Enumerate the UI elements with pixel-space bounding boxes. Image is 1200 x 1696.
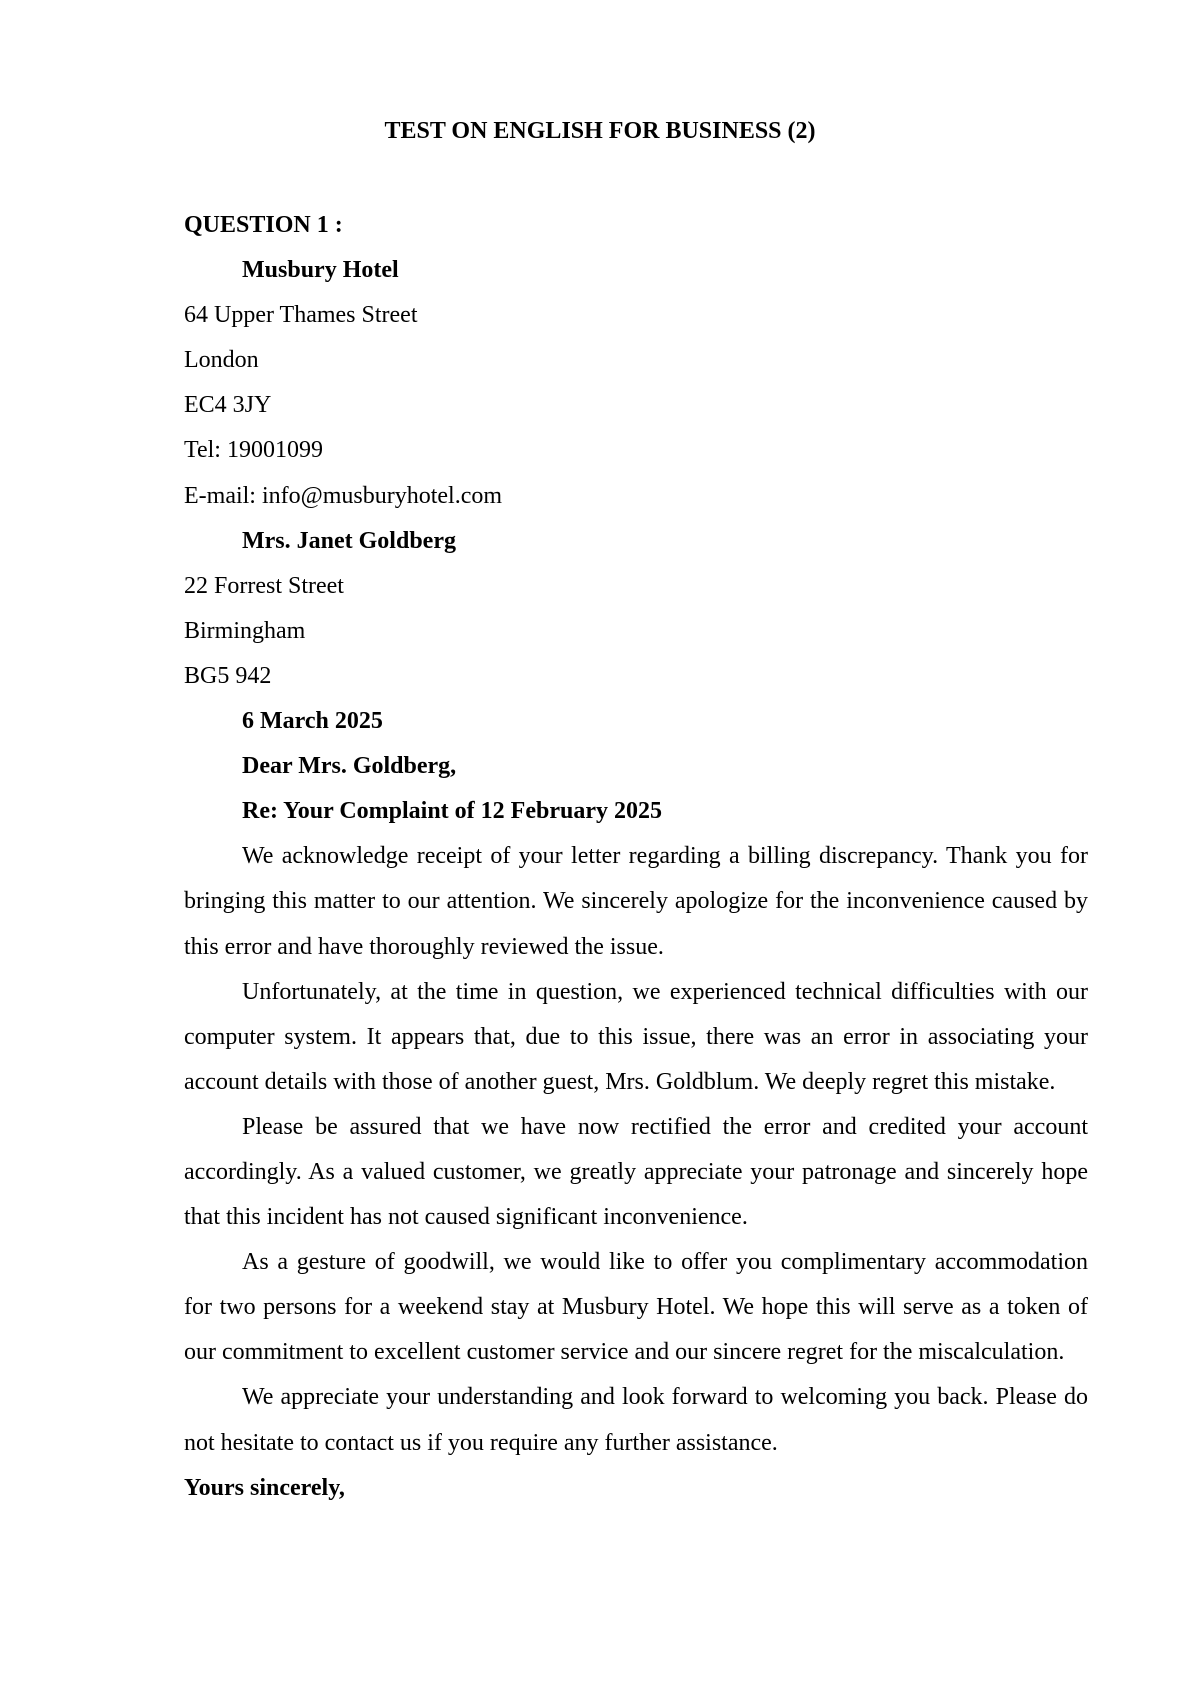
recipient-postcode: BG5 942: [184, 662, 272, 689]
body-paragraph: We acknowledge receipt of your letter regarding a billing discrepancy. Thank you for bringing this matter to our attention. We sincerely apologize for the inconvenience caused by this error and have thoroughly reviewed the issue.: [184, 843, 1088, 960]
question-label: QUESTION 1 :: [184, 212, 343, 238]
recipient-street: 22 Forrest Street: [184, 572, 344, 599]
salutation: Dear Mrs. Goldberg,: [242, 753, 457, 780]
body-paragraph: Please be assured that we have now rectified the error and credited your account accordingly. As a valued customer, we greatly appreciate your patronage and sincerely hope that this incident has not caused significant inconvenience.: [184, 1113, 1088, 1231]
recipient-city: Birmingham: [184, 617, 306, 644]
recipient-name: Mrs. Janet Goldberg: [242, 527, 456, 554]
closing: Yours sincerely,: [184, 1474, 345, 1501]
document-title: TEST ON ENGLISH FOR BUSINESS (2): [384, 118, 816, 144]
body-paragraph: Unfortunately, at the time in question, we experienced technical difficulties with our computer system. It appears that, due to this issue, there was an error in associating your account details with those of another guest, Mrs. Goldblum. We deeply regret this mistake.: [184, 978, 1088, 1095]
sender-city: London: [184, 347, 259, 374]
body-paragraph: As a gesture of goodwill, we would like to offer you complimentary accommodation for two persons for a weekend stay at Musbury Hotel. We hope this will serve as a token of our commitment to excellent customer service and our sincere regret for the miscalculation.: [184, 1249, 1088, 1366]
letter-date: 6 March 2025: [242, 708, 383, 735]
sender-email: E-mail: info@musburyhotel.com: [184, 482, 503, 509]
sender-tel: Tel: 19001099: [184, 437, 323, 464]
sender-name: Musbury Hotel: [242, 257, 399, 284]
body-paragraph: We appreciate your understanding and look forward to welcoming you back. Please do not hesitate to contact us if you require any further assistance.: [184, 1384, 1088, 1456]
sender-postcode: EC4 3JY: [184, 392, 272, 419]
sender-street: 64 Upper Thames Street: [184, 302, 418, 329]
subject-line: Re: Your Complaint of 12 February 2025: [242, 798, 662, 825]
letter-body: [184, 203, 1088, 1511]
